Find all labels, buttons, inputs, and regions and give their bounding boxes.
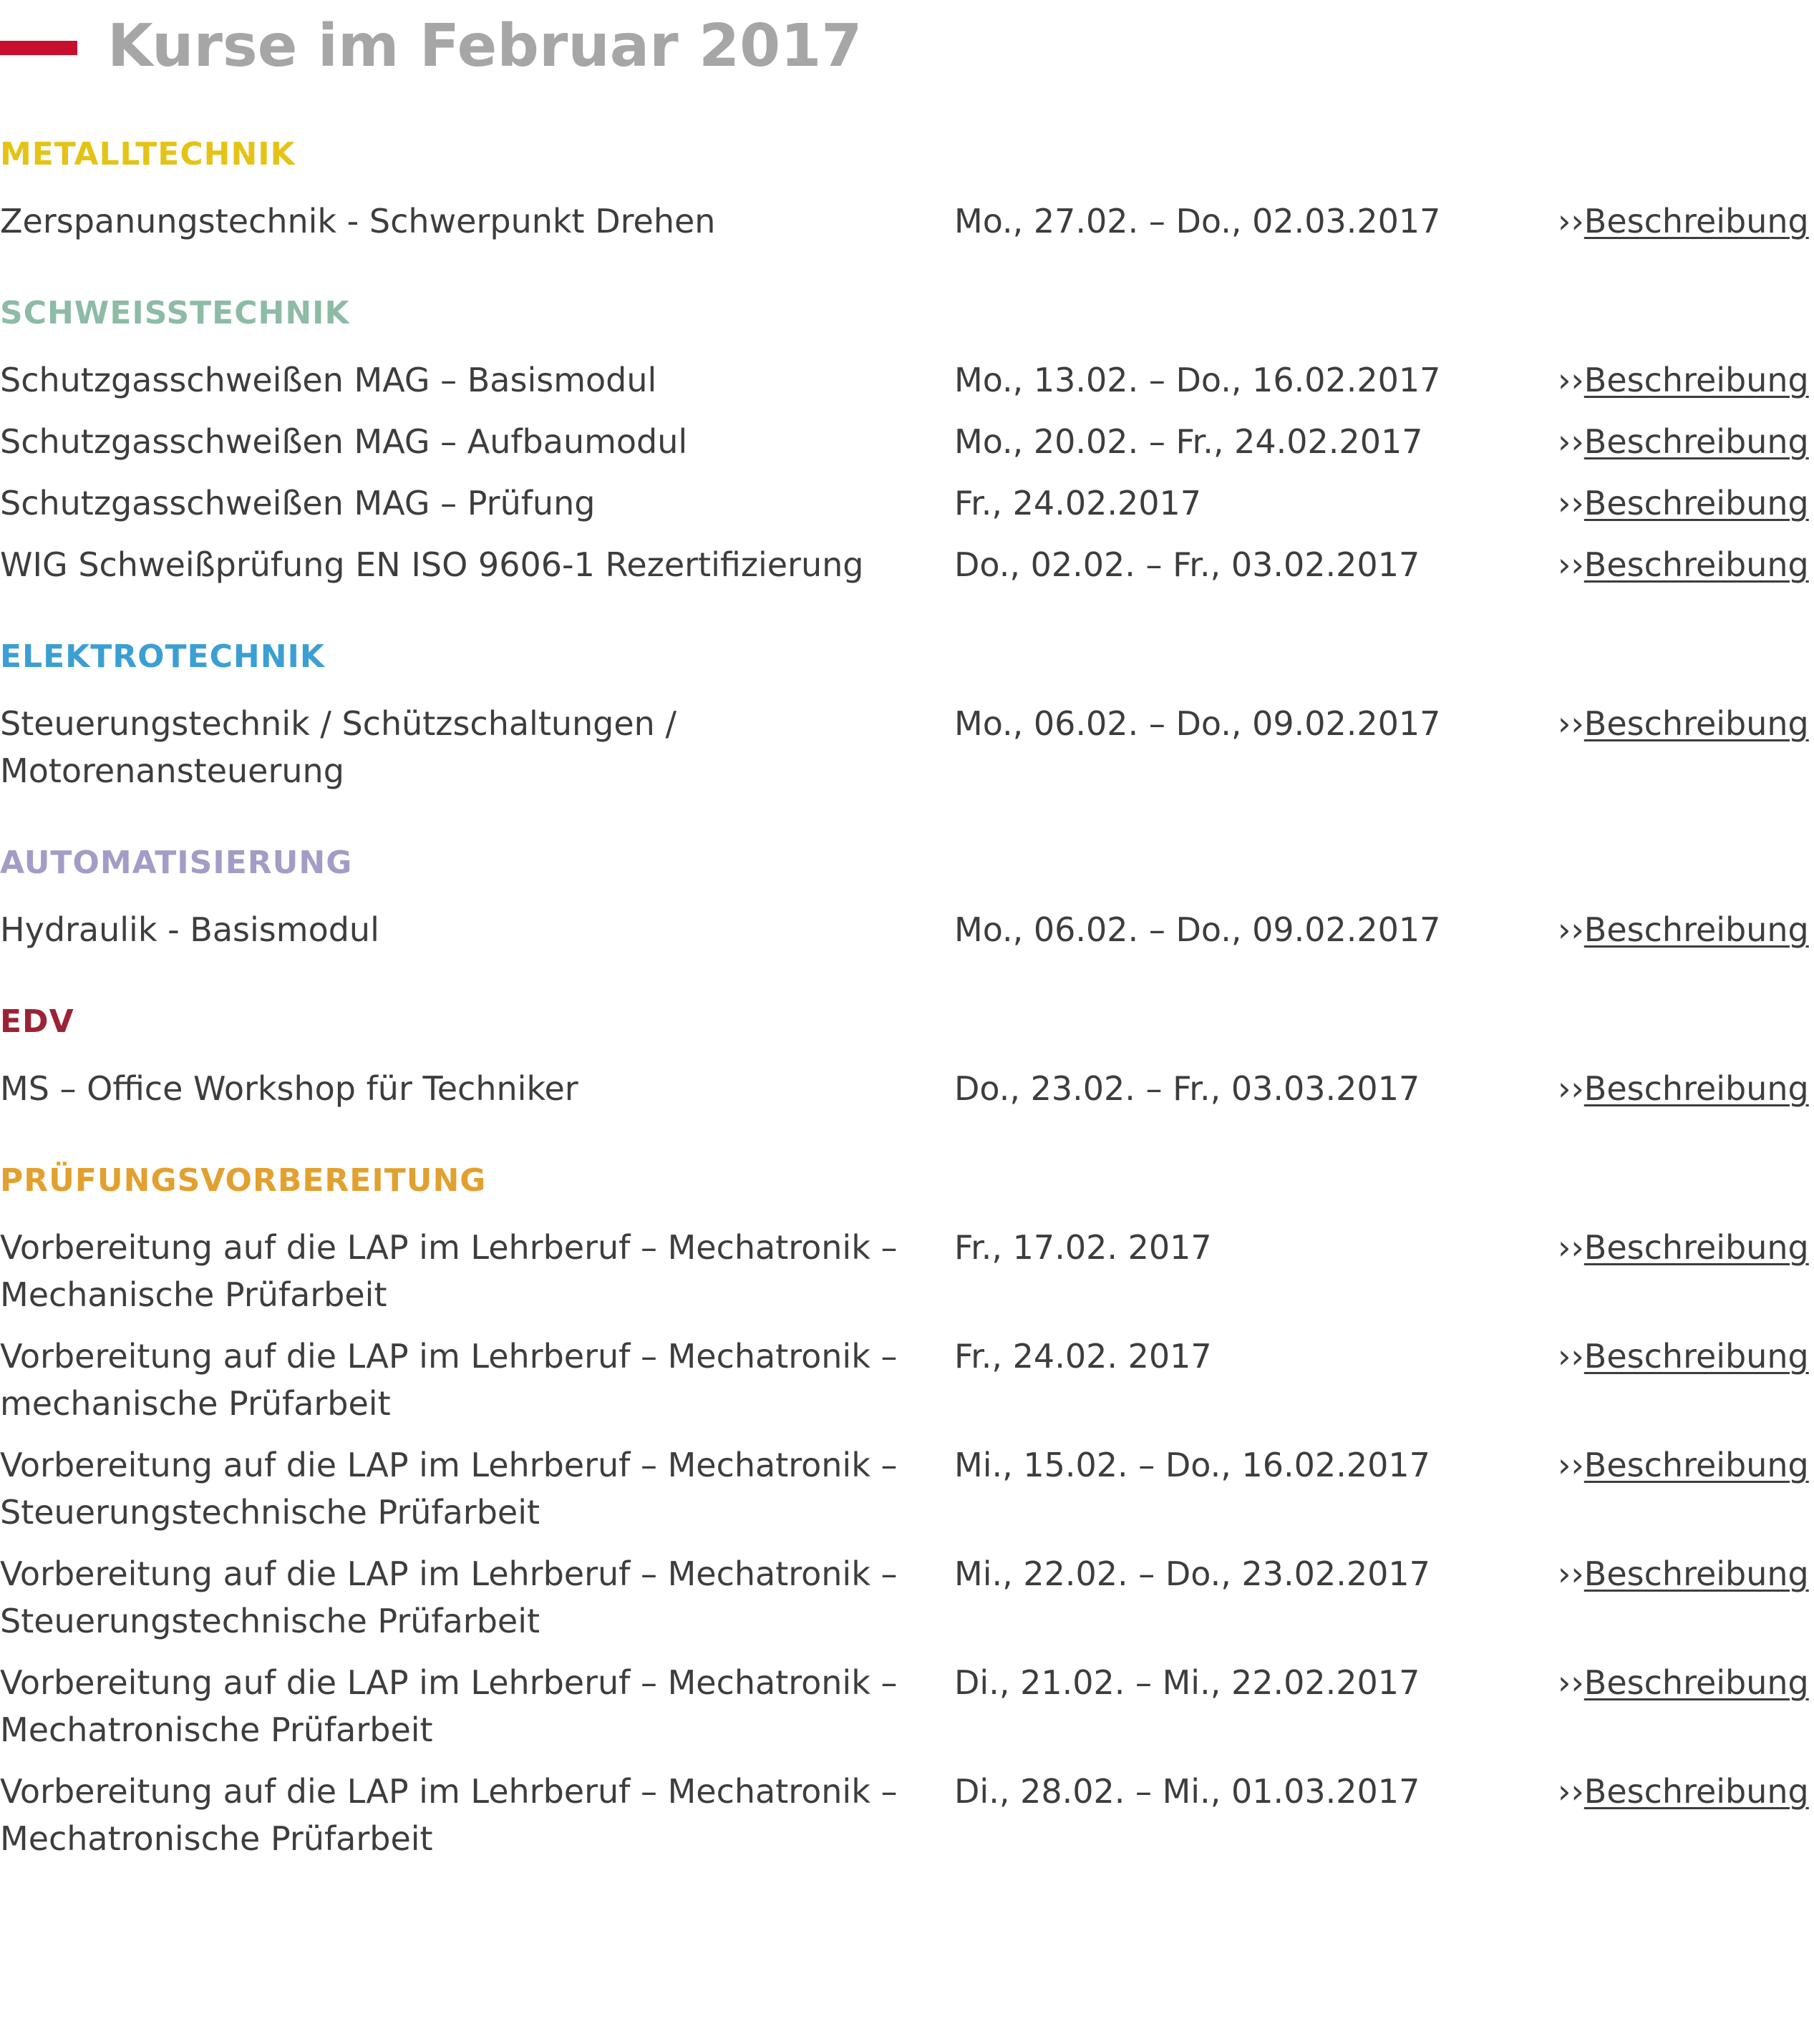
- double-chevron-icon: ››: [1558, 1446, 1584, 1484]
- beschreibung-link[interactable]: [1558, 1441, 1809, 1489]
- double-chevron-icon: ››: [1558, 910, 1584, 949]
- header: [0, 7, 1814, 86]
- course-name: Vorbereitung auf die LAP im Lehrberuf – Mechatronik – Steuerungstechnische Prüfarbeit: [0, 1446, 898, 1532]
- course-row: [0, 1645, 1814, 1753]
- accent-bar: [0, 41, 77, 55]
- beschreibung-link-label[interactable]: Beschreibung: [1583, 361, 1809, 399]
- course-row: [0, 1427, 1814, 1536]
- beschreibung-link-label[interactable]: Beschreibung: [1583, 422, 1809, 461]
- course-sections: [0, 126, 1814, 1862]
- double-chevron-icon: ››: [1558, 1663, 1584, 1702]
- section-heading: ELEKTROTECHNIK: [0, 638, 326, 675]
- beschreibung-link[interactable]: [1558, 1768, 1809, 1815]
- beschreibung-link-label[interactable]: Beschreibung: [1583, 484, 1809, 522]
- beschreibung-link-label[interactable]: Beschreibung: [1583, 202, 1809, 240]
- course-row: [0, 1051, 1814, 1112]
- course-name: WIG Schweißprüfung EN ISO 9606-1 Rezertifizierung: [0, 545, 864, 584]
- beschreibung-link[interactable]: [1558, 1333, 1809, 1380]
- course-row: [0, 1210, 1814, 1318]
- beschreibung-link[interactable]: [1558, 1065, 1809, 1112]
- course-section: [0, 285, 1814, 588]
- course-row: [0, 1753, 1814, 1862]
- beschreibung-link-label[interactable]: Beschreibung: [1583, 1446, 1809, 1484]
- course-section: [0, 834, 1814, 953]
- course-row: [0, 183, 1814, 245]
- course-section: [0, 126, 1814, 245]
- beschreibung-link-label[interactable]: Beschreibung: [1583, 704, 1809, 743]
- beschreibung-link[interactable]: [1558, 700, 1809, 747]
- double-chevron-icon: ››: [1558, 1554, 1584, 1593]
- beschreibung-link-label[interactable]: Beschreibung: [1583, 1772, 1809, 1811]
- course-row: [0, 527, 1814, 588]
- course-date: Mi., 22.02. – Do., 23.02.2017: [954, 1554, 1430, 1593]
- beschreibung-link[interactable]: [1558, 1550, 1809, 1597]
- double-chevron-icon: ››: [1558, 1069, 1584, 1108]
- course-name: Vorbereitung auf die LAP im Lehrberuf – Mechatronik – mechanische Prüfarbeit: [0, 1337, 898, 1423]
- beschreibung-link-label[interactable]: Beschreibung: [1583, 545, 1809, 584]
- section-heading: EDV: [0, 1003, 74, 1040]
- course-row: [0, 1318, 1814, 1427]
- course-row: [0, 892, 1814, 953]
- beschreibung-link-label[interactable]: Beschreibung: [1583, 1228, 1809, 1267]
- course-section: [0, 993, 1814, 1112]
- course-date: Do., 23.02. – Fr., 03.03.2017: [954, 1069, 1420, 1108]
- course-date: Di., 21.02. – Mi., 22.02.2017: [954, 1663, 1420, 1702]
- double-chevron-icon: ››: [1558, 545, 1584, 584]
- course-name: Vorbereitung auf die LAP im Lehrberuf – Mechatronik – Mechanische Prüfarbeit: [0, 1228, 898, 1314]
- section-heading: PRÜFUNGSVORBEREITUNG: [0, 1162, 487, 1199]
- section-heading: SCHWEISSTECHNIK: [0, 295, 350, 331]
- beschreibung-link[interactable]: [1558, 480, 1809, 527]
- course-name: MS – Office Workshop für Techniker: [0, 1069, 578, 1108]
- beschreibung-link[interactable]: [1558, 1659, 1809, 1706]
- beschreibung-link[interactable]: [1558, 906, 1809, 953]
- course-date: Fr., 24.02.2017: [954, 484, 1202, 522]
- course-date: Fr., 24.02. 2017: [954, 1337, 1212, 1376]
- course-date: Mo., 06.02. – Do., 09.02.2017: [954, 704, 1441, 743]
- section-heading: AUTOMATISIERUNG: [0, 845, 353, 881]
- course-row: [0, 342, 1814, 404]
- course-name: Schutzgasschweißen MAG – Prüfung: [0, 484, 596, 522]
- course-date: Di., 28.02. – Mi., 01.03.2017: [954, 1772, 1420, 1811]
- course-name: Schutzgasschweißen MAG – Basismodul: [0, 361, 657, 399]
- double-chevron-icon: ››: [1558, 361, 1584, 399]
- double-chevron-icon: ››: [1558, 484, 1584, 522]
- course-section: [0, 628, 1814, 794]
- course-name: Steuerungstechnik / Schützschaltungen / Motorenansteuerung: [0, 704, 676, 790]
- beschreibung-link[interactable]: [1558, 418, 1809, 465]
- beschreibung-link-label[interactable]: Beschreibung: [1583, 1069, 1809, 1108]
- course-date: Fr., 17.02. 2017: [954, 1228, 1212, 1267]
- course-name: Vorbereitung auf die LAP im Lehrberuf – Mechatronik – Mechatronische Prüfarbeit: [0, 1772, 898, 1858]
- course-date: Mo., 13.02. – Do., 16.02.2017: [954, 361, 1441, 399]
- beschreibung-link-label[interactable]: Beschreibung: [1583, 910, 1809, 949]
- beschreibung-link[interactable]: [1558, 198, 1809, 245]
- course-row: [0, 404, 1814, 465]
- beschreibung-link-label[interactable]: Beschreibung: [1583, 1554, 1809, 1593]
- double-chevron-icon: ››: [1558, 1337, 1584, 1376]
- beschreibung-link[interactable]: [1558, 356, 1809, 404]
- page-title: Kurse im Februar 2017: [107, 12, 863, 80]
- course-name: Vorbereitung auf die LAP im Lehrberuf – Mechatronik – Mechatronische Prüfarbeit: [0, 1663, 898, 1749]
- section-heading: METALLTECHNIK: [0, 136, 296, 172]
- course-date: Mo., 20.02. – Fr., 24.02.2017: [954, 422, 1423, 461]
- course-row: [0, 1536, 1814, 1645]
- course-name: Vorbereitung auf die LAP im Lehrberuf – Mechatronik – Steuerungstechnische Prüfarbeit: [0, 1554, 898, 1640]
- beschreibung-link[interactable]: [1558, 1224, 1809, 1271]
- beschreibung-link-label[interactable]: Beschreibung: [1583, 1663, 1809, 1702]
- course-date: Do., 02.02. – Fr., 03.02.2017: [954, 545, 1420, 584]
- course-section: [0, 1152, 1814, 1862]
- course-row: [0, 465, 1814, 527]
- double-chevron-icon: ››: [1558, 202, 1584, 240]
- double-chevron-icon: ››: [1558, 1772, 1584, 1811]
- course-date: Mi., 15.02. – Do., 16.02.2017: [954, 1446, 1430, 1484]
- double-chevron-icon: ››: [1558, 1228, 1584, 1267]
- double-chevron-icon: ››: [1558, 422, 1584, 461]
- beschreibung-link[interactable]: [1558, 541, 1809, 588]
- beschreibung-link-label[interactable]: Beschreibung: [1583, 1337, 1809, 1376]
- course-row: [0, 686, 1814, 794]
- course-name: Schutzgasschweißen MAG – Aufbaumodul: [0, 422, 688, 461]
- double-chevron-icon: ››: [1558, 704, 1584, 743]
- course-name: Zerspanungstechnik - Schwerpunkt Drehen: [0, 202, 716, 240]
- course-date: Mo., 27.02. – Do., 02.03.2017: [954, 202, 1441, 240]
- course-name: Hydraulik - Basismodul: [0, 910, 379, 949]
- course-date: Mo., 06.02. – Do., 09.02.2017: [954, 910, 1441, 949]
